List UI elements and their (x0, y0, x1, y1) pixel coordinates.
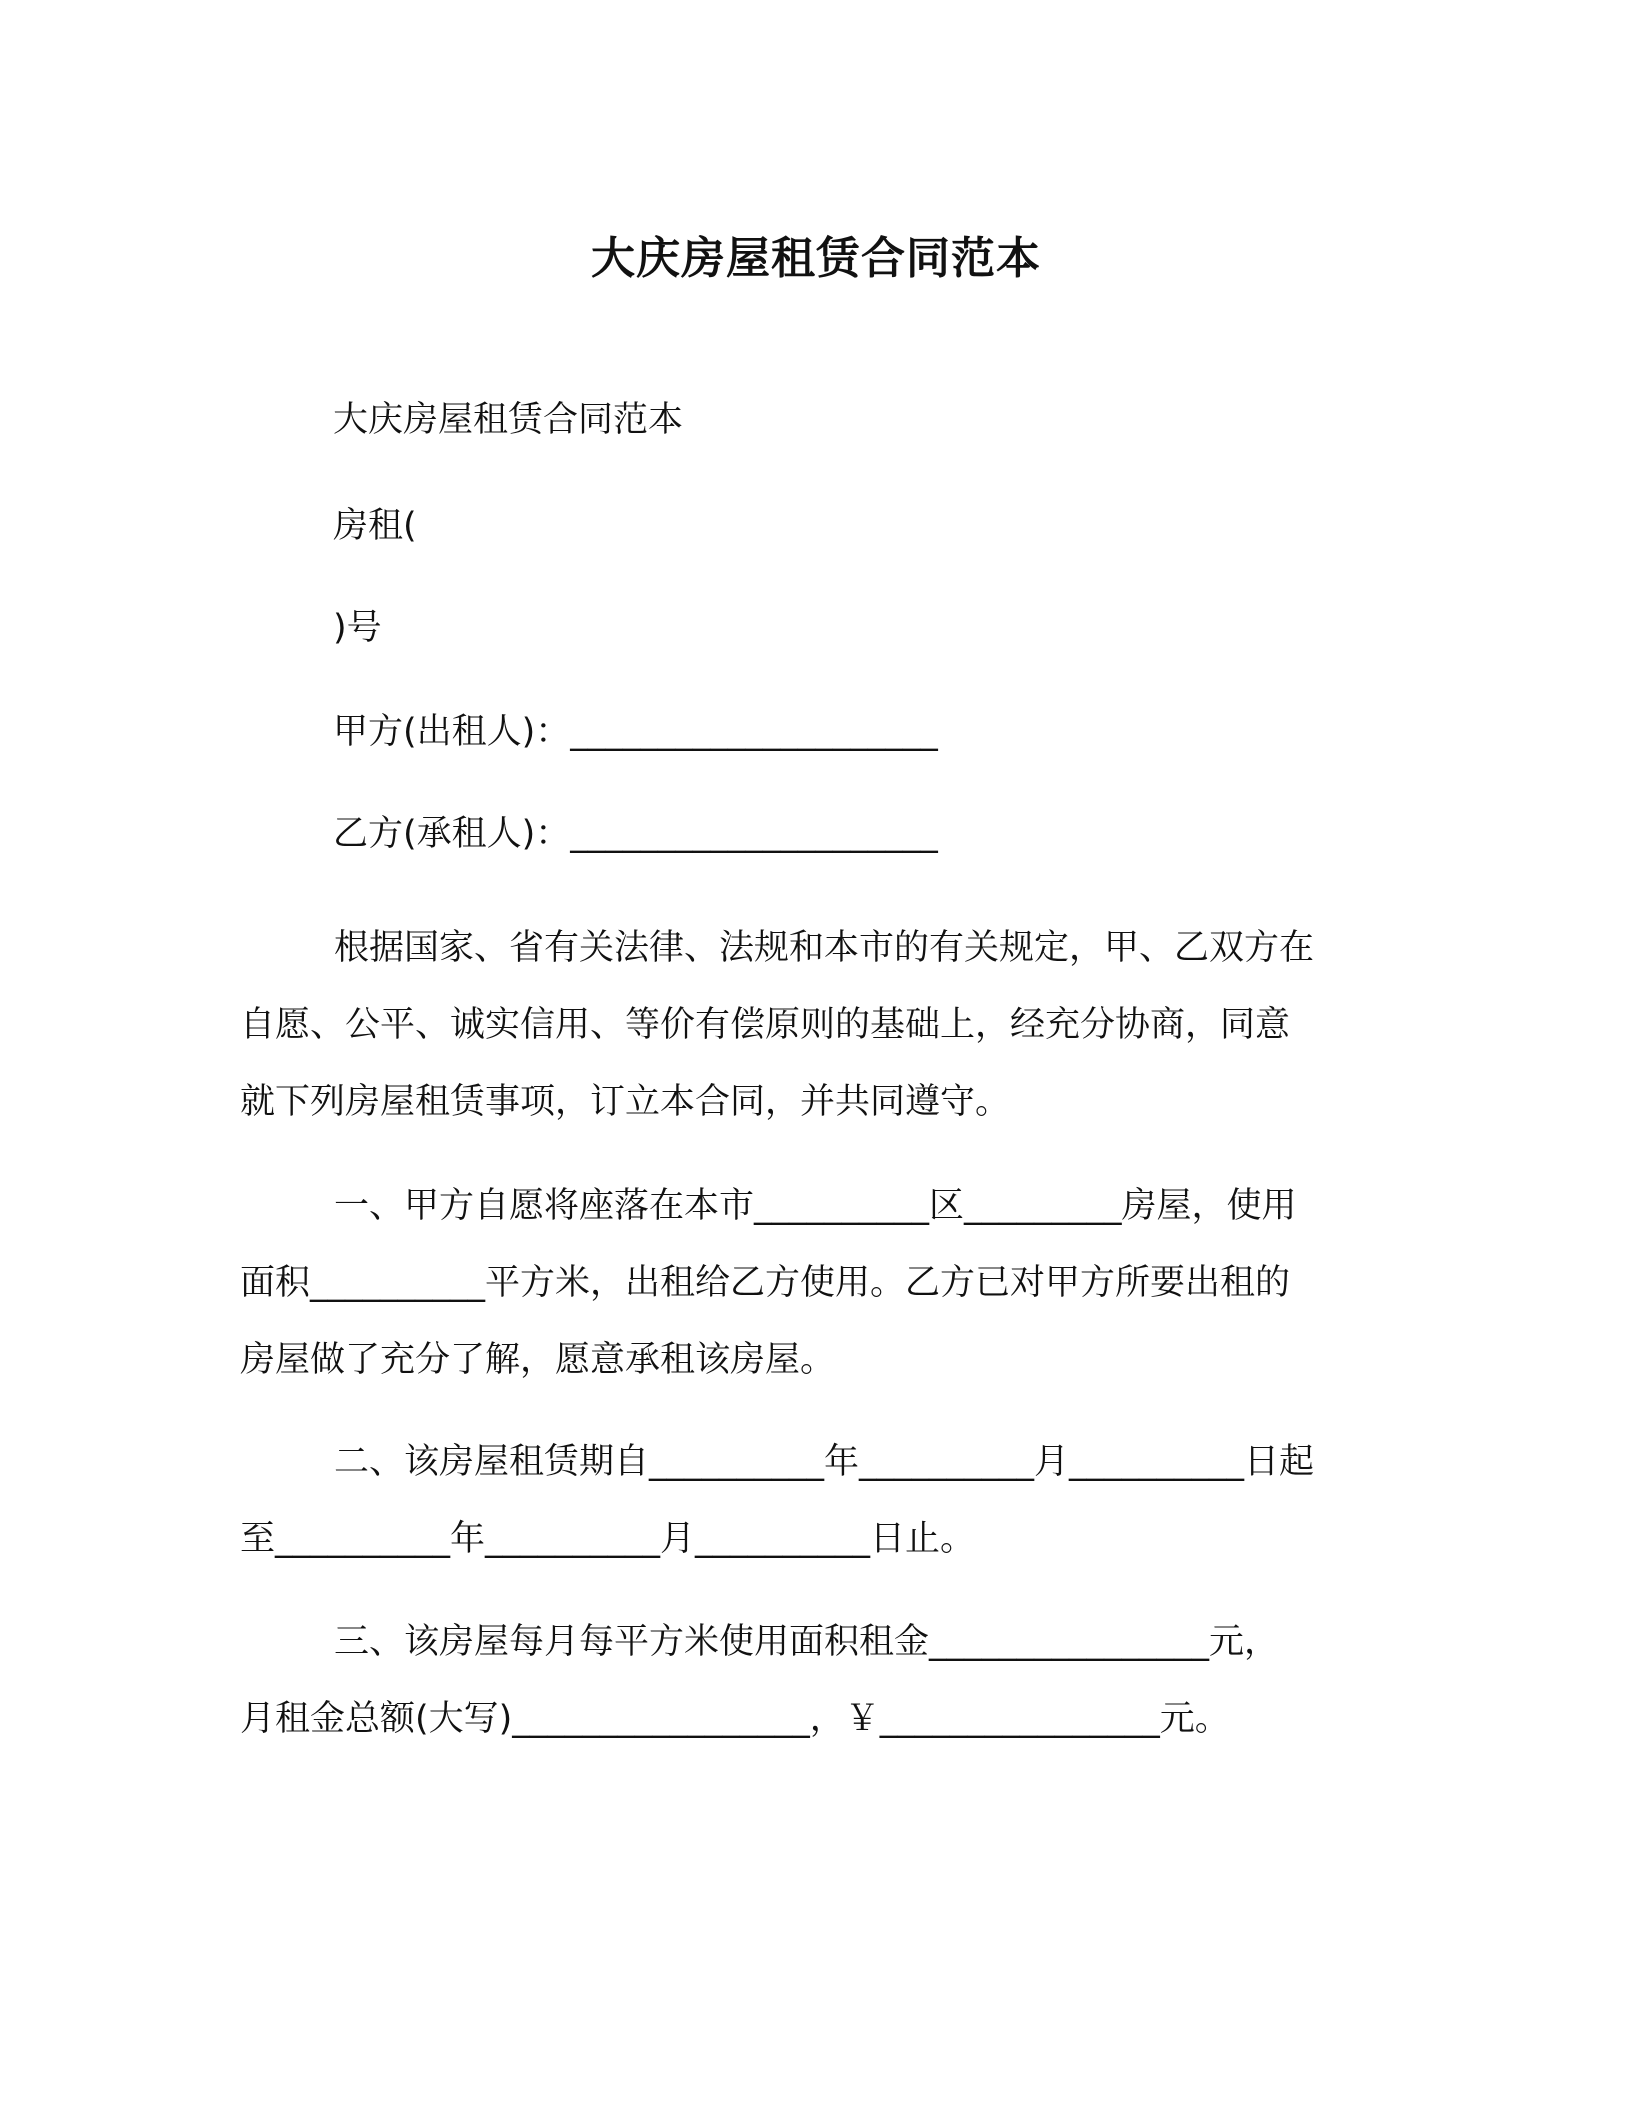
party-b-line: 乙方(承租人)：_____________________ (333, 814, 938, 854)
clause-2-paragraph (240, 1424, 1390, 1578)
clause-3-paragraph (240, 1604, 1390, 1758)
clause-2-line: 至__________年__________月__________日止。 (240, 1519, 976, 1559)
clause-2-line: 二、该房屋租赁期自__________年__________月__________日起 (334, 1442, 1315, 1482)
intro-line: 根据国家、省有关法律、法规和本市的有关规定，甲、乙双方在 (334, 928, 1315, 968)
clause-1-paragraph (240, 1168, 1390, 1399)
reference-line-1: 房租( (333, 506, 417, 546)
reference-line-2: )号 (333, 608, 382, 648)
clause-1-line: 房屋做了充分了解，愿意承租该房屋。 (240, 1340, 836, 1380)
intro-line: 就下列房屋租赁事项，订立本合同，并共同遵守。 (240, 1082, 1011, 1122)
clause-1-line: 面积__________平方米，出租给乙方使用。乙方已对甲方所要出租的 (240, 1263, 1291, 1303)
document-title: 大庆房屋租赁合同范本 (591, 233, 1041, 284)
clause-3-line: 三、该房屋每月每平方米使用面积租金________________元， (334, 1622, 1280, 1662)
intro-paragraph (240, 910, 1390, 1141)
party-a-line: 甲方(出租人)：_____________________ (333, 712, 938, 752)
clause-1-line: 一、甲方自愿将座落在本市__________区_________房屋，使用 (334, 1186, 1297, 1226)
document-subtitle: 大庆房屋租赁合同范本 (333, 400, 684, 440)
intro-line: 自愿、公平、诚实信用、等价有偿原则的基础上，经充分协商，同意 (240, 1005, 1291, 1045)
clause-3-line: 月租金总额(大写)_________________，￥________________元。 (240, 1699, 1230, 1739)
